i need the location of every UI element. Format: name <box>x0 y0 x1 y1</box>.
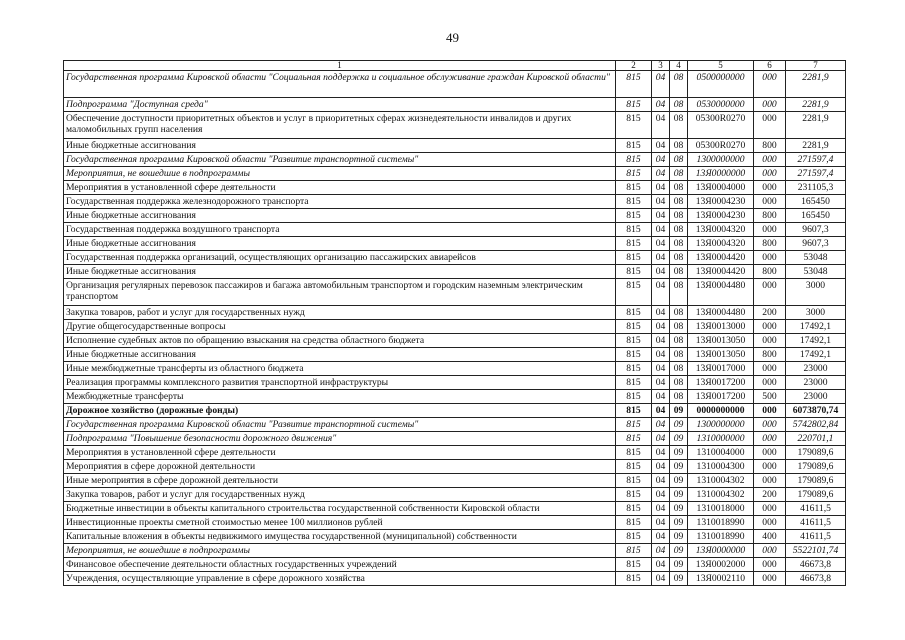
section-cell: 04 <box>652 279 670 306</box>
expense-type-cell: 000 <box>754 418 786 432</box>
subsection-cell: 08 <box>670 348 688 362</box>
subsection-cell: 08 <box>670 320 688 334</box>
subsection-cell: 08 <box>670 237 688 251</box>
expense-type-cell: 000 <box>754 181 786 195</box>
section-cell: 04 <box>652 572 670 586</box>
section-cell: 04 <box>652 488 670 502</box>
subsection-cell: 09 <box>670 502 688 516</box>
ministry-code-cell: 815 <box>616 432 652 446</box>
section-cell: 04 <box>652 530 670 544</box>
subsection-cell: 09 <box>670 572 688 586</box>
amount-cell: 9607,3 <box>786 237 846 251</box>
amount-cell: 17492,1 <box>786 320 846 334</box>
amount-cell: 2281,9 <box>786 98 846 112</box>
section-cell: 04 <box>652 404 670 418</box>
budget-table <box>63 60 846 586</box>
table-row <box>64 139 846 153</box>
item-name-cell: Реализация программы комплексного развития транспортной инфраструктуры <box>64 376 616 390</box>
section-cell: 04 <box>652 153 670 167</box>
item-name-cell: Иные бюджетные ассигнования <box>64 265 616 279</box>
amount-cell: 17492,1 <box>786 348 846 362</box>
table-row <box>64 558 846 572</box>
target-article-cell: 13Я0004230 <box>688 195 754 209</box>
item-name-cell: Дорожное хозяйство (дорожные фонды) <box>64 404 616 418</box>
target-article-cell: 13Я0017200 <box>688 376 754 390</box>
target-article-cell: 13Я0002110 <box>688 572 754 586</box>
subsection-cell: 08 <box>670 306 688 320</box>
column-header-7: 7 <box>786 61 846 71</box>
column-header-5: 5 <box>688 61 754 71</box>
section-cell: 04 <box>652 139 670 153</box>
target-article-cell: 13Я0000000 <box>688 544 754 558</box>
table-row <box>64 530 846 544</box>
amount-cell: 6073870,74 <box>786 404 846 418</box>
item-name-cell: Государственная программа Кировской области "Развитие транспортной системы" <box>64 153 616 167</box>
ministry-code-cell: 815 <box>616 544 652 558</box>
column-header-3: 3 <box>652 61 670 71</box>
target-article-cell: 0530000000 <box>688 98 754 112</box>
section-cell: 04 <box>652 320 670 334</box>
table-row <box>64 432 846 446</box>
ministry-code-cell: 815 <box>616 181 652 195</box>
subsection-cell: 09 <box>670 544 688 558</box>
amount-cell: 53048 <box>786 265 846 279</box>
target-article-cell: 1310018990 <box>688 516 754 530</box>
table-row <box>64 251 846 265</box>
table-row <box>64 209 846 223</box>
item-name-cell: Мероприятия, не вошедшие в подпрограммы <box>64 544 616 558</box>
ministry-code-cell: 815 <box>616 167 652 181</box>
ministry-code-cell: 815 <box>616 139 652 153</box>
subsection-cell: 09 <box>670 460 688 474</box>
section-cell: 04 <box>652 474 670 488</box>
ministry-code-cell: 815 <box>616 195 652 209</box>
target-article-cell: 1310000000 <box>688 432 754 446</box>
subsection-cell: 08 <box>670 112 688 139</box>
item-name-cell: Капитальные вложения в объекты недвижимого имущества государственной (муниципальной) собственности <box>64 530 616 544</box>
target-article-cell: 13Я0000000 <box>688 167 754 181</box>
ministry-code-cell: 815 <box>616 502 652 516</box>
section-cell: 04 <box>652 544 670 558</box>
table-row <box>64 390 846 404</box>
target-article-cell: 0500000000 <box>688 71 754 98</box>
expense-type-cell: 200 <box>754 306 786 320</box>
target-article-cell: 13Я0004480 <box>688 279 754 306</box>
amount-cell: 165450 <box>786 195 846 209</box>
section-cell: 04 <box>652 71 670 98</box>
amount-cell: 3000 <box>786 279 846 306</box>
ministry-code-cell: 815 <box>616 251 652 265</box>
amount-cell: 23000 <box>786 390 846 404</box>
subsection-cell: 08 <box>670 279 688 306</box>
amount-cell: 220701,1 <box>786 432 846 446</box>
ministry-code-cell: 815 <box>616 237 652 251</box>
amount-cell: 23000 <box>786 362 846 376</box>
table-row <box>64 195 846 209</box>
ministry-code-cell: 815 <box>616 153 652 167</box>
item-name-cell: Мероприятия, не вошедшие в подпрограммы <box>64 167 616 181</box>
item-name-cell: Межбюджетные трансферты <box>64 390 616 404</box>
table-row <box>64 112 846 139</box>
expense-type-cell: 000 <box>754 474 786 488</box>
subsection-cell: 08 <box>670 334 688 348</box>
expense-type-cell: 000 <box>754 446 786 460</box>
subsection-cell: 09 <box>670 488 688 502</box>
target-article-cell: 13Я0004420 <box>688 251 754 265</box>
expense-type-cell: 000 <box>754 558 786 572</box>
target-article-cell: 13Я0013050 <box>688 334 754 348</box>
expense-type-cell: 000 <box>754 572 786 586</box>
item-name-cell: Закупка товаров, работ и услуг для государственных нужд <box>64 488 616 502</box>
ministry-code-cell: 815 <box>616 488 652 502</box>
section-cell: 04 <box>652 209 670 223</box>
section-cell: 04 <box>652 432 670 446</box>
expense-type-cell: 000 <box>754 320 786 334</box>
expense-type-cell: 200 <box>754 488 786 502</box>
subsection-cell: 08 <box>670 362 688 376</box>
ministry-code-cell: 815 <box>616 320 652 334</box>
item-name-cell: Государственная программа Кировской области "Социальная поддержка и социальное обслуживание граждан Кировской области" <box>64 71 616 98</box>
expense-type-cell: 000 <box>754 251 786 265</box>
amount-cell: 41611,5 <box>786 530 846 544</box>
amount-cell: 271597,4 <box>786 153 846 167</box>
table-row <box>64 376 846 390</box>
ministry-code-cell: 815 <box>616 71 652 98</box>
section-cell: 04 <box>652 502 670 516</box>
target-article-cell: 13Я0004480 <box>688 306 754 320</box>
target-article-cell: 13Я0017000 <box>688 362 754 376</box>
ministry-code-cell: 815 <box>616 516 652 530</box>
table-row <box>64 404 846 418</box>
table-row <box>64 153 846 167</box>
ministry-code-cell: 815 <box>616 446 652 460</box>
item-name-cell: Иные бюджетные ассигнования <box>64 237 616 251</box>
amount-cell: 41611,5 <box>786 502 846 516</box>
table-row <box>64 334 846 348</box>
expense-type-cell: 000 <box>754 153 786 167</box>
subsection-cell: 09 <box>670 404 688 418</box>
amount-cell: 2281,9 <box>786 112 846 139</box>
target-article-cell: 05300R0270 <box>688 139 754 153</box>
column-header-6: 6 <box>754 61 786 71</box>
ministry-code-cell: 815 <box>616 418 652 432</box>
section-cell: 04 <box>652 348 670 362</box>
section-cell: 04 <box>652 390 670 404</box>
expense-type-cell: 000 <box>754 334 786 348</box>
target-article-cell: 05300R0270 <box>688 112 754 139</box>
expense-type-cell: 000 <box>754 460 786 474</box>
table-row <box>64 306 846 320</box>
subsection-cell: 08 <box>670 376 688 390</box>
item-name-cell: Закупка товаров, работ и услуг для государственных нужд <box>64 306 616 320</box>
column-header-2: 2 <box>616 61 652 71</box>
table-row <box>64 474 846 488</box>
item-name-cell: Иные межбюджетные трансферты из областного бюджета <box>64 362 616 376</box>
section-cell: 04 <box>652 167 670 181</box>
subsection-cell: 08 <box>670 167 688 181</box>
item-name-cell: Государственная поддержка железнодорожного транспорта <box>64 195 616 209</box>
expense-type-cell: 000 <box>754 432 786 446</box>
expense-type-cell: 000 <box>754 362 786 376</box>
ministry-code-cell: 815 <box>616 209 652 223</box>
table-row <box>64 488 846 502</box>
amount-cell: 17492,1 <box>786 334 846 348</box>
expense-type-cell: 000 <box>754 98 786 112</box>
subsection-cell: 09 <box>670 558 688 572</box>
section-cell: 04 <box>652 195 670 209</box>
table-row <box>64 279 846 306</box>
ministry-code-cell: 815 <box>616 223 652 237</box>
subsection-cell: 09 <box>670 474 688 488</box>
amount-cell: 231105,3 <box>786 181 846 195</box>
expense-type-cell: 000 <box>754 544 786 558</box>
table-body <box>64 71 846 586</box>
ministry-code-cell: 815 <box>616 558 652 572</box>
section-cell: 04 <box>652 376 670 390</box>
table-row <box>64 516 846 530</box>
expense-type-cell: 000 <box>754 279 786 306</box>
ministry-code-cell: 815 <box>616 390 652 404</box>
item-name-cell: Учреждения, осуществляющие управление в сфере дорожного хозяйства <box>64 572 616 586</box>
target-article-cell: 13Я0004420 <box>688 265 754 279</box>
amount-cell: 179089,6 <box>786 460 846 474</box>
section-cell: 04 <box>652 181 670 195</box>
table-row <box>64 348 846 362</box>
expense-type-cell: 000 <box>754 376 786 390</box>
section-cell: 04 <box>652 460 670 474</box>
ministry-code-cell: 815 <box>616 306 652 320</box>
target-article-cell: 1310004000 <box>688 446 754 460</box>
expense-type-cell: 400 <box>754 530 786 544</box>
expense-type-cell: 000 <box>754 502 786 516</box>
ministry-code-cell: 815 <box>616 404 652 418</box>
amount-cell: 2281,9 <box>786 71 846 98</box>
section-cell: 04 <box>652 265 670 279</box>
item-name-cell: Государственная поддержка воздушного транспорта <box>64 223 616 237</box>
amount-cell: 179089,6 <box>786 488 846 502</box>
subsection-cell: 08 <box>670 195 688 209</box>
target-article-cell: 13Я0017200 <box>688 390 754 404</box>
section-cell: 04 <box>652 251 670 265</box>
target-article-cell: 13Я0004000 <box>688 181 754 195</box>
subsection-cell: 09 <box>670 530 688 544</box>
item-name-cell: Организация регулярных перевозок пассажиров и багажа автомобильным транспортом и городским наземным электрическим транспортом <box>64 279 616 306</box>
target-article-cell: 1310004302 <box>688 488 754 502</box>
subsection-cell: 09 <box>670 418 688 432</box>
amount-cell: 9607,3 <box>786 223 846 237</box>
expense-type-cell: 000 <box>754 223 786 237</box>
section-cell: 04 <box>652 516 670 530</box>
amount-cell: 23000 <box>786 376 846 390</box>
subsection-cell: 08 <box>670 251 688 265</box>
subsection-cell: 08 <box>670 139 688 153</box>
table-row <box>64 446 846 460</box>
expense-type-cell: 000 <box>754 112 786 139</box>
item-name-cell: Мероприятия в установленной сфере деятельности <box>64 446 616 460</box>
table-row <box>64 265 846 279</box>
section-cell: 04 <box>652 306 670 320</box>
section-cell: 04 <box>652 223 670 237</box>
item-name-cell: Финансовое обеспечение деятельности областных государственных учреждений <box>64 558 616 572</box>
column-header-4: 4 <box>670 61 688 71</box>
table-row <box>64 167 846 181</box>
table-row <box>64 572 846 586</box>
subsection-cell: 08 <box>670 209 688 223</box>
subsection-cell: 08 <box>670 181 688 195</box>
item-name-cell: Иные бюджетные ассигнования <box>64 209 616 223</box>
item-name-cell: Иные бюджетные ассигнования <box>64 139 616 153</box>
section-cell: 04 <box>652 558 670 572</box>
table-row <box>64 544 846 558</box>
ministry-code-cell: 815 <box>616 460 652 474</box>
item-name-cell: Инвестиционные проекты сметной стоимостью менее 100 миллионов рублей <box>64 516 616 530</box>
section-cell: 04 <box>652 446 670 460</box>
target-article-cell: 13Я0013000 <box>688 320 754 334</box>
amount-cell: 271597,4 <box>786 167 846 181</box>
item-name-cell: Бюджетные инвестиции в объекты капитального строительства государственной собственности Кировской области <box>64 502 616 516</box>
ministry-code-cell: 815 <box>616 98 652 112</box>
expense-type-cell: 000 <box>754 516 786 530</box>
ministry-code-cell: 815 <box>616 265 652 279</box>
target-article-cell: 1300000000 <box>688 418 754 432</box>
item-name-cell: Мероприятия в установленной сфере деятельности <box>64 181 616 195</box>
subsection-cell: 08 <box>670 98 688 112</box>
table-row <box>64 502 846 516</box>
target-article-cell: 1310004300 <box>688 460 754 474</box>
subsection-cell: 08 <box>670 153 688 167</box>
header-row <box>64 61 846 71</box>
section-cell: 04 <box>652 334 670 348</box>
column-header-1: 1 <box>64 61 616 71</box>
target-article-cell: 1310018000 <box>688 502 754 516</box>
amount-cell: 2281,9 <box>786 139 846 153</box>
table-row <box>64 320 846 334</box>
target-article-cell: 0000000000 <box>688 404 754 418</box>
expense-type-cell: 800 <box>754 348 786 362</box>
target-article-cell: 13Я0004320 <box>688 223 754 237</box>
expense-type-cell: 000 <box>754 404 786 418</box>
subsection-cell: 08 <box>670 71 688 98</box>
ministry-code-cell: 815 <box>616 334 652 348</box>
subsection-cell: 09 <box>670 516 688 530</box>
amount-cell: 179089,6 <box>786 474 846 488</box>
subsection-cell: 09 <box>670 432 688 446</box>
item-name-cell: Государственная поддержка организаций, осуществляющих организацию пассажирских авиарейсов <box>64 251 616 265</box>
ministry-code-cell: 815 <box>616 474 652 488</box>
item-name-cell: Иные мероприятия в сфере дорожной деятельности <box>64 474 616 488</box>
section-cell: 04 <box>652 98 670 112</box>
ministry-code-cell: 815 <box>616 279 652 306</box>
expense-type-cell: 000 <box>754 195 786 209</box>
target-article-cell: 13Я0013050 <box>688 348 754 362</box>
amount-cell: 5522101,74 <box>786 544 846 558</box>
expense-type-cell: 800 <box>754 209 786 223</box>
table-row <box>64 71 846 98</box>
amount-cell: 46673,8 <box>786 572 846 586</box>
item-name-cell: Государственная программа Кировской области "Развитие транспортной системы" <box>64 418 616 432</box>
section-cell: 04 <box>652 112 670 139</box>
target-article-cell: 13Я0004320 <box>688 237 754 251</box>
table-row <box>64 237 846 251</box>
expense-type-cell: 500 <box>754 390 786 404</box>
item-name-cell: Исполнение судебных актов по обращению взыскания на средства областного бюджета <box>64 334 616 348</box>
section-cell: 04 <box>652 418 670 432</box>
ministry-code-cell: 815 <box>616 362 652 376</box>
page-number: 49 <box>446 30 459 45</box>
target-article-cell: 13Я0002000 <box>688 558 754 572</box>
subsection-cell: 08 <box>670 265 688 279</box>
item-name-cell: Другие общегосударственные вопросы <box>64 320 616 334</box>
amount-cell: 5742802,84 <box>786 418 846 432</box>
ministry-code-cell: 815 <box>616 572 652 586</box>
amount-cell: 46673,8 <box>786 558 846 572</box>
section-cell: 04 <box>652 237 670 251</box>
target-article-cell: 1310004302 <box>688 474 754 488</box>
amount-cell: 3000 <box>786 306 846 320</box>
ministry-code-cell: 815 <box>616 112 652 139</box>
table-row <box>64 223 846 237</box>
item-name-cell: Мероприятия в сфере дорожной деятельности <box>64 460 616 474</box>
amount-cell: 165450 <box>786 209 846 223</box>
ministry-code-cell: 815 <box>616 376 652 390</box>
target-article-cell: 13Я0004230 <box>688 209 754 223</box>
subsection-cell: 08 <box>670 223 688 237</box>
table-row <box>64 98 846 112</box>
item-name-cell: Подпрограмма "Доступная среда" <box>64 98 616 112</box>
expense-type-cell: 800 <box>754 265 786 279</box>
table-row <box>64 418 846 432</box>
section-cell: 04 <box>652 362 670 376</box>
ministry-code-cell: 815 <box>616 348 652 362</box>
expense-type-cell: 000 <box>754 71 786 98</box>
amount-cell: 41611,5 <box>786 516 846 530</box>
subsection-cell: 08 <box>670 390 688 404</box>
item-name-cell: Обеспечение доступности приоритетных объектов и услуг в приоритетных сферах жизнедеятельности инвалидов и других маломобильных групп населения <box>64 112 616 139</box>
target-article-cell: 1310018990 <box>688 530 754 544</box>
table-row <box>64 460 846 474</box>
subsection-cell: 09 <box>670 446 688 460</box>
expense-type-cell: 000 <box>754 167 786 181</box>
amount-cell: 53048 <box>786 251 846 265</box>
table-row <box>64 362 846 376</box>
expense-type-cell: 800 <box>754 139 786 153</box>
ministry-code-cell: 815 <box>616 530 652 544</box>
item-name-cell: Подпрограмма "Повышение безопасности дорожного движения" <box>64 432 616 446</box>
item-name-cell: Иные бюджетные ассигнования <box>64 348 616 362</box>
amount-cell: 179089,6 <box>786 446 846 460</box>
expense-type-cell: 800 <box>754 237 786 251</box>
table-row <box>64 181 846 195</box>
target-article-cell: 1300000000 <box>688 153 754 167</box>
